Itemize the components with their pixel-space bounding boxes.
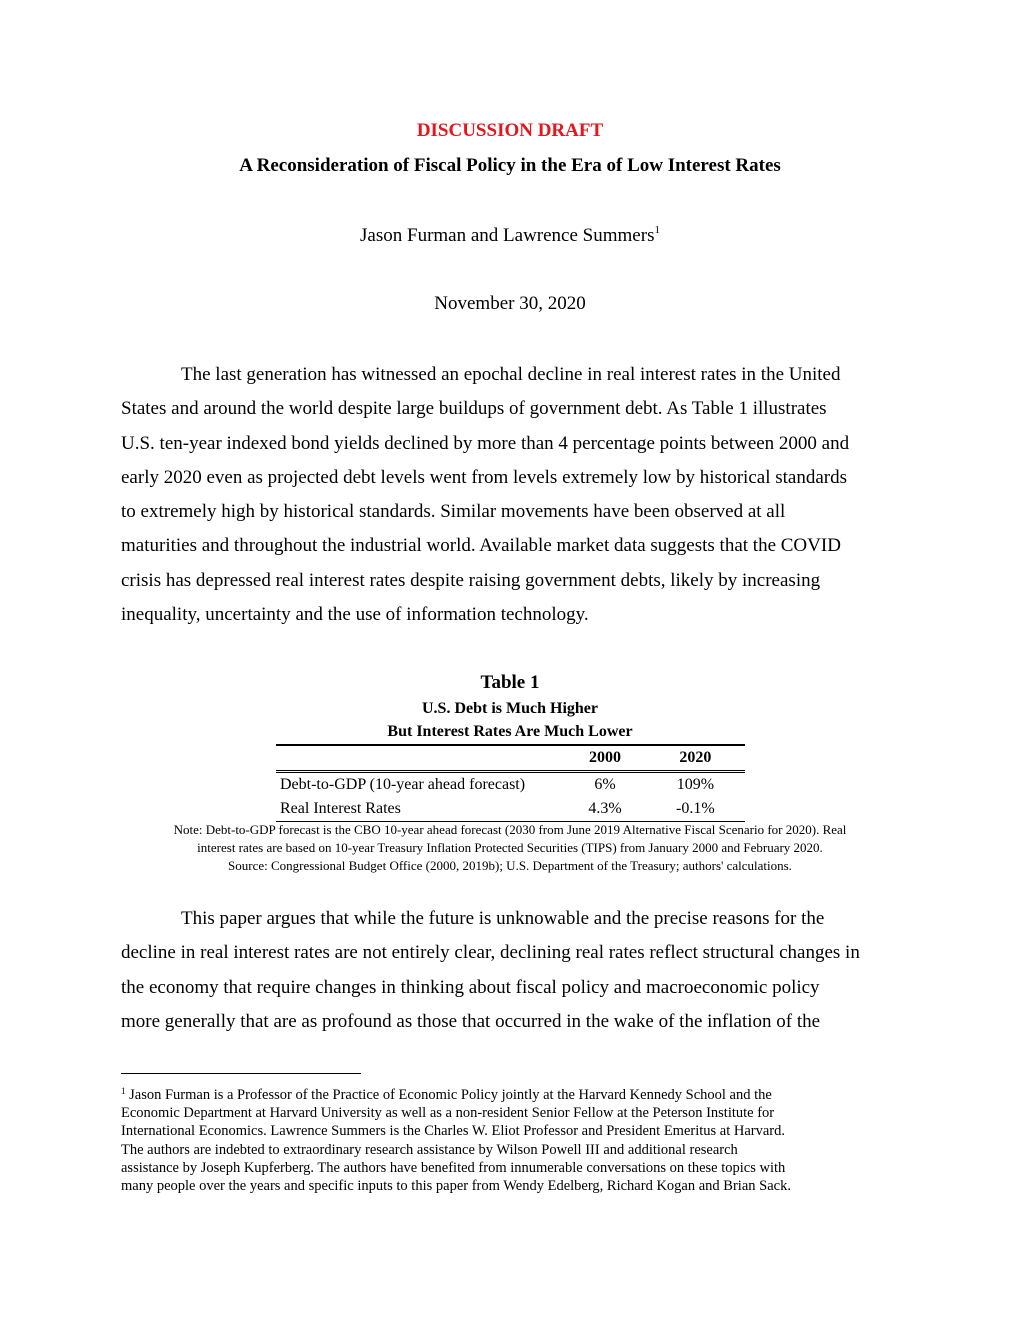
footnote xyxy=(121,1086,911,1195)
paragraph-line: early 2020 even as projected debt levels went from levels extremely low by historical standards xyxy=(121,466,847,488)
paper-title: A Reconsideration of Fiscal Policy in the Era of Low Interest Rates xyxy=(239,155,781,176)
body-paragraph-1 xyxy=(121,358,911,632)
table-subtitle: U.S. Debt is Much Higher xyxy=(422,700,598,717)
author-line xyxy=(0,225,1020,247)
paragraph-line: crisis has depressed real interest rates despite raising government debts, likely by increasing xyxy=(121,569,821,591)
table-title: Table 1 xyxy=(480,672,540,693)
body-paragraph-2 xyxy=(121,902,911,1039)
table-row xyxy=(276,772,745,798)
footnote-line: International Economics. Lawrence Summers is the Charles W. Eliot Professor and President Emeritus at Harvard. xyxy=(121,1123,786,1140)
column-header: 2000 xyxy=(564,745,645,772)
paragraph-line: inequality, uncertainty and the use of information technology. xyxy=(121,604,589,626)
draft-label: DISCUSSION DRAFT xyxy=(416,120,604,141)
paragraph-line: maturities and throughout the industrial world. Available market data suggests that the COVID xyxy=(121,535,841,557)
paragraph-line: to extremely high by historical standards. Similar movements have been observed at all xyxy=(121,501,786,523)
footnote-reference[interactable]: 1 xyxy=(654,224,660,236)
footnote-line: The authors are indebted to extraordinary research assistance by Wilson Powell III and additional research xyxy=(121,1141,738,1158)
footnote-divider xyxy=(121,1073,361,1074)
paragraph-line: more generally that are as profound as those that occurred in the wake of the inflation of the xyxy=(121,1010,821,1032)
table-source: Source: Congressional Budget Office (2000, 2019b); U.S. Department of the Treasury; authors' calculations. xyxy=(228,858,792,873)
table-row xyxy=(276,797,745,822)
table-header-row xyxy=(276,745,745,772)
column-header xyxy=(276,745,564,772)
author-names: Jason Furman and Lawrence Summers xyxy=(360,225,655,246)
paragraph-line: This paper argues that while the future is unknowable and the precise reasons for the xyxy=(181,908,825,929)
table-cell: Debt-to-GDP (10-year ahead forecast) xyxy=(280,776,526,793)
table-cell: 4.3% xyxy=(564,797,645,822)
paragraph-line: the economy that require changes in thinking about fiscal policy and macroeconomic policy xyxy=(121,976,820,998)
table-subtitle: But Interest Rates Are Much Lower xyxy=(387,723,633,740)
footnote-mark: 1 xyxy=(121,1086,126,1096)
table-cell: 6% xyxy=(594,776,616,793)
footnote-line: many people over the years and specific inputs to this paper from Wendy Edelberg, Richard Kogan and Brian Sack. xyxy=(121,1178,791,1195)
table-note: Note: Debt-to-GDP forecast is the CBO 10-year ahead forecast (2030 from June 2019 Alternative Fiscal Scenario for 2020). Real xyxy=(173,822,847,837)
footnote-text: Jason Furman is a Professor of the Practice of Economic Policy jointly at the Harvard Kennedy School and the xyxy=(125,1087,772,1103)
footnote-line: assistance by Joseph Kupferberg. The authors have benefited from innumerable conversations on these topics with xyxy=(121,1159,786,1176)
paragraph-line: States and around the world despite large buildups of government debt. As Table 1 illustrates xyxy=(121,398,827,420)
footnote-line xyxy=(121,1086,911,1104)
table-note: interest rates are based on 10-year Treasury Inflation Protected Securities (TIPS) from January 2000 and February 2020. xyxy=(197,840,823,855)
footnote-line: Economic Department at Harvard University as well as a non-resident Senior Fellow at the Peterson Institute for xyxy=(121,1105,775,1122)
data-table xyxy=(276,744,745,822)
table-cell: -0.1% xyxy=(646,797,745,822)
paragraph-line: The last generation has witnessed an epochal decline in real interest rates in the United xyxy=(181,364,841,385)
paper-date: November 30, 2020 xyxy=(434,293,586,314)
paragraph-line: decline in real interest rates are not entirely clear, declining real rates reflect structural changes in xyxy=(121,942,860,964)
table-cell: Real Interest Rates xyxy=(276,797,564,822)
paragraph-line: U.S. ten-year indexed bond yields declined by more than 4 percentage points between 2000 and xyxy=(121,432,850,454)
column-header: 2020 xyxy=(646,745,745,772)
table-cell: 109% xyxy=(676,776,715,793)
